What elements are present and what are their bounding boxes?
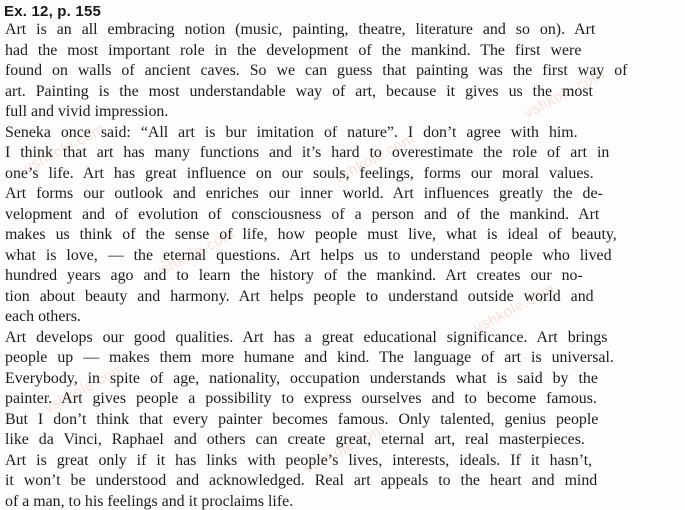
- text-line: art. Painting is the most understandable way of art, because it gives us the most: [5, 82, 593, 100]
- text-line: makes us think of the sense of life, how people must live, what is ideal of beauty,: [5, 226, 617, 243]
- watermark: vshkole.com: [151, 225, 238, 282]
- watermark: vshkole.com: [21, 120, 108, 177]
- text-line: painter. Art gives people a possibility to express ourselves and to become famous.: [5, 390, 597, 407]
- text-line: I think that art has many functions and it’s hard to overestimate the role of art in: [5, 144, 610, 161]
- watermark: vshkole.com: [521, 65, 608, 122]
- text-line: Art is an all embracing notion (music, painting, theatre, literature and so on). Art: [5, 21, 596, 38]
- watermark: vshkole.com: [41, 360, 128, 417]
- watermark: vshkole.com: [471, 280, 558, 337]
- text-line: what is love, — the eternal questions. Art helps us to understand people who lived: [5, 246, 612, 264]
- text-line: full and vivid impression.: [5, 103, 169, 120]
- watermark: vshkole.com: [301, 420, 388, 477]
- text-line: it won’t be understood and acknowledged. Real art appeals to the heart and mind: [5, 472, 598, 489]
- text-line: But I don’t think that every painter becomes famous. Only talented, genius people: [5, 410, 599, 428]
- watermark: vshkole.com: [331, 130, 418, 187]
- text-line: Art forms our outlook and enriches our inner world. Art influences greatly the de-: [5, 185, 603, 202]
- text-line: each others.: [5, 308, 81, 325]
- exercise-text: [5, 20, 681, 510]
- text-line: of a man, to his feelings and it proclaims life.: [5, 492, 294, 510]
- text-line: Art develops our good qualities. Art has a great educational significance. Art brings: [5, 328, 608, 346]
- text-line: found on walls of ancient caves. So we can guess that painting was the first way of: [5, 62, 628, 79]
- text-line: had the most important role in the development of the mankind. The first were: [5, 41, 582, 59]
- text-line: like da Vinci, Raphael and others can create great, eternal art, real masterpieces.: [5, 431, 585, 448]
- text-line: one’s life. Art has great influence on our souls, feelings, forms our moral values.: [5, 164, 594, 182]
- text-line: hundred years ago and to learn the history of the mankind. Art creates our no-: [5, 267, 583, 284]
- text-line: tion about beauty and harmony. Art helps people to understand outside world and: [5, 287, 594, 305]
- text-line: Art is great only if it has links with people’s lives, interests, ideals. If it hasn’t,: [5, 451, 593, 469]
- text-line: Everybody, in spite of age, nationality, occupation understands what is said by the: [5, 369, 598, 387]
- exercise-label: Ex. 12, p. 155: [4, 3, 102, 20]
- text-line: people up — makes them more humane and kind. The language of art is universal.: [5, 349, 614, 366]
- text-line: velopment and of evolution of consciousness of a person and of the mankind. Art: [5, 205, 600, 223]
- text-line: Seneka once said: “All art is bur imitation of nature”. I don’t agree with him.: [5, 123, 578, 141]
